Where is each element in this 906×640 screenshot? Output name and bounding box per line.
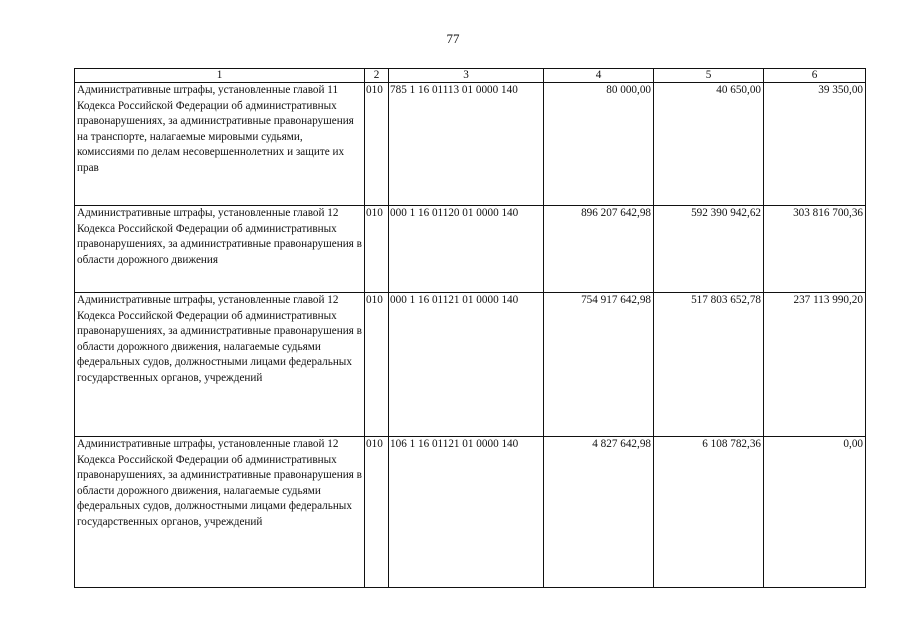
row-value-col5: 517 803 652,78 bbox=[654, 293, 764, 437]
budget-table bbox=[74, 68, 866, 588]
row-value-col4: 80 000,00 bbox=[544, 83, 654, 206]
row-value-col5: 592 390 942,62 bbox=[654, 206, 764, 293]
row-value-col4: 754 917 642,98 bbox=[544, 293, 654, 437]
row-value-col6: 39 350,00 bbox=[764, 83, 866, 206]
table-row bbox=[75, 83, 866, 206]
row-admin-code: 010 bbox=[365, 437, 389, 588]
row-budget-code: 106 1 16 01121 01 0000 140 bbox=[389, 437, 544, 588]
row-admin-code: 010 bbox=[365, 83, 389, 206]
row-value-col4: 4 827 642,98 bbox=[544, 437, 654, 588]
row-admin-code: 010 bbox=[365, 206, 389, 293]
table-row bbox=[75, 293, 866, 437]
column-header-5: 5 bbox=[654, 69, 764, 83]
row-value-col5: 6 108 782,36 bbox=[654, 437, 764, 588]
page-number: 77 bbox=[446, 31, 460, 46]
row-value-col6: 0,00 bbox=[764, 437, 866, 588]
row-value-col5: 40 650,00 bbox=[654, 83, 764, 206]
table-row bbox=[75, 437, 866, 588]
column-header-4: 4 bbox=[544, 69, 654, 83]
column-header-6: 6 bbox=[764, 69, 866, 83]
row-name: Административные штрафы, установленные главой 11 Кодекса Российской Федерации об административных правонарушениях, за административные правонарушения на транспорте, налагаемые мировыми судьями, комиссиями по делам несовершеннолетних и защите их прав bbox=[75, 83, 365, 206]
column-header-1: 1 bbox=[75, 69, 365, 83]
row-value-col6: 303 816 700,36 bbox=[764, 206, 866, 293]
row-budget-code: 785 1 16 01113 01 0000 140 bbox=[389, 83, 544, 206]
column-header-3: 3 bbox=[389, 69, 544, 83]
row-name: Административные штрафы, установленные главой 12 Кодекса Российской Федерации об административных правонарушениях, за административные правонарушения в области дорожного движения bbox=[75, 206, 365, 293]
table-row bbox=[75, 206, 866, 293]
row-value-col6: 237 113 990,20 bbox=[764, 293, 866, 437]
row-name: Административные штрафы, установленные главой 12 Кодекса Российской Федерации об административных правонарушениях, за административные правонарушения в области дорожного движения, налагаемые судьями федеральных судов, должностными лицами федеральных государственных органов, учреждений bbox=[75, 293, 365, 437]
row-value-col4: 896 207 642,98 bbox=[544, 206, 654, 293]
row-budget-code: 000 1 16 01121 01 0000 140 bbox=[389, 293, 544, 437]
row-budget-code: 000 1 16 01120 01 0000 140 bbox=[389, 206, 544, 293]
row-name: Административные штрафы, установленные главой 12 Кодекса Российской Федерации об административных правонарушениях, за административные правонарушения в области дорожного движения, налагаемые судьями федеральных судов, должностными лицами федеральных государственных органов, учреждений bbox=[75, 437, 365, 588]
column-header-2: 2 bbox=[365, 69, 389, 83]
row-admin-code: 010 bbox=[365, 293, 389, 437]
table-header-row bbox=[75, 69, 866, 83]
